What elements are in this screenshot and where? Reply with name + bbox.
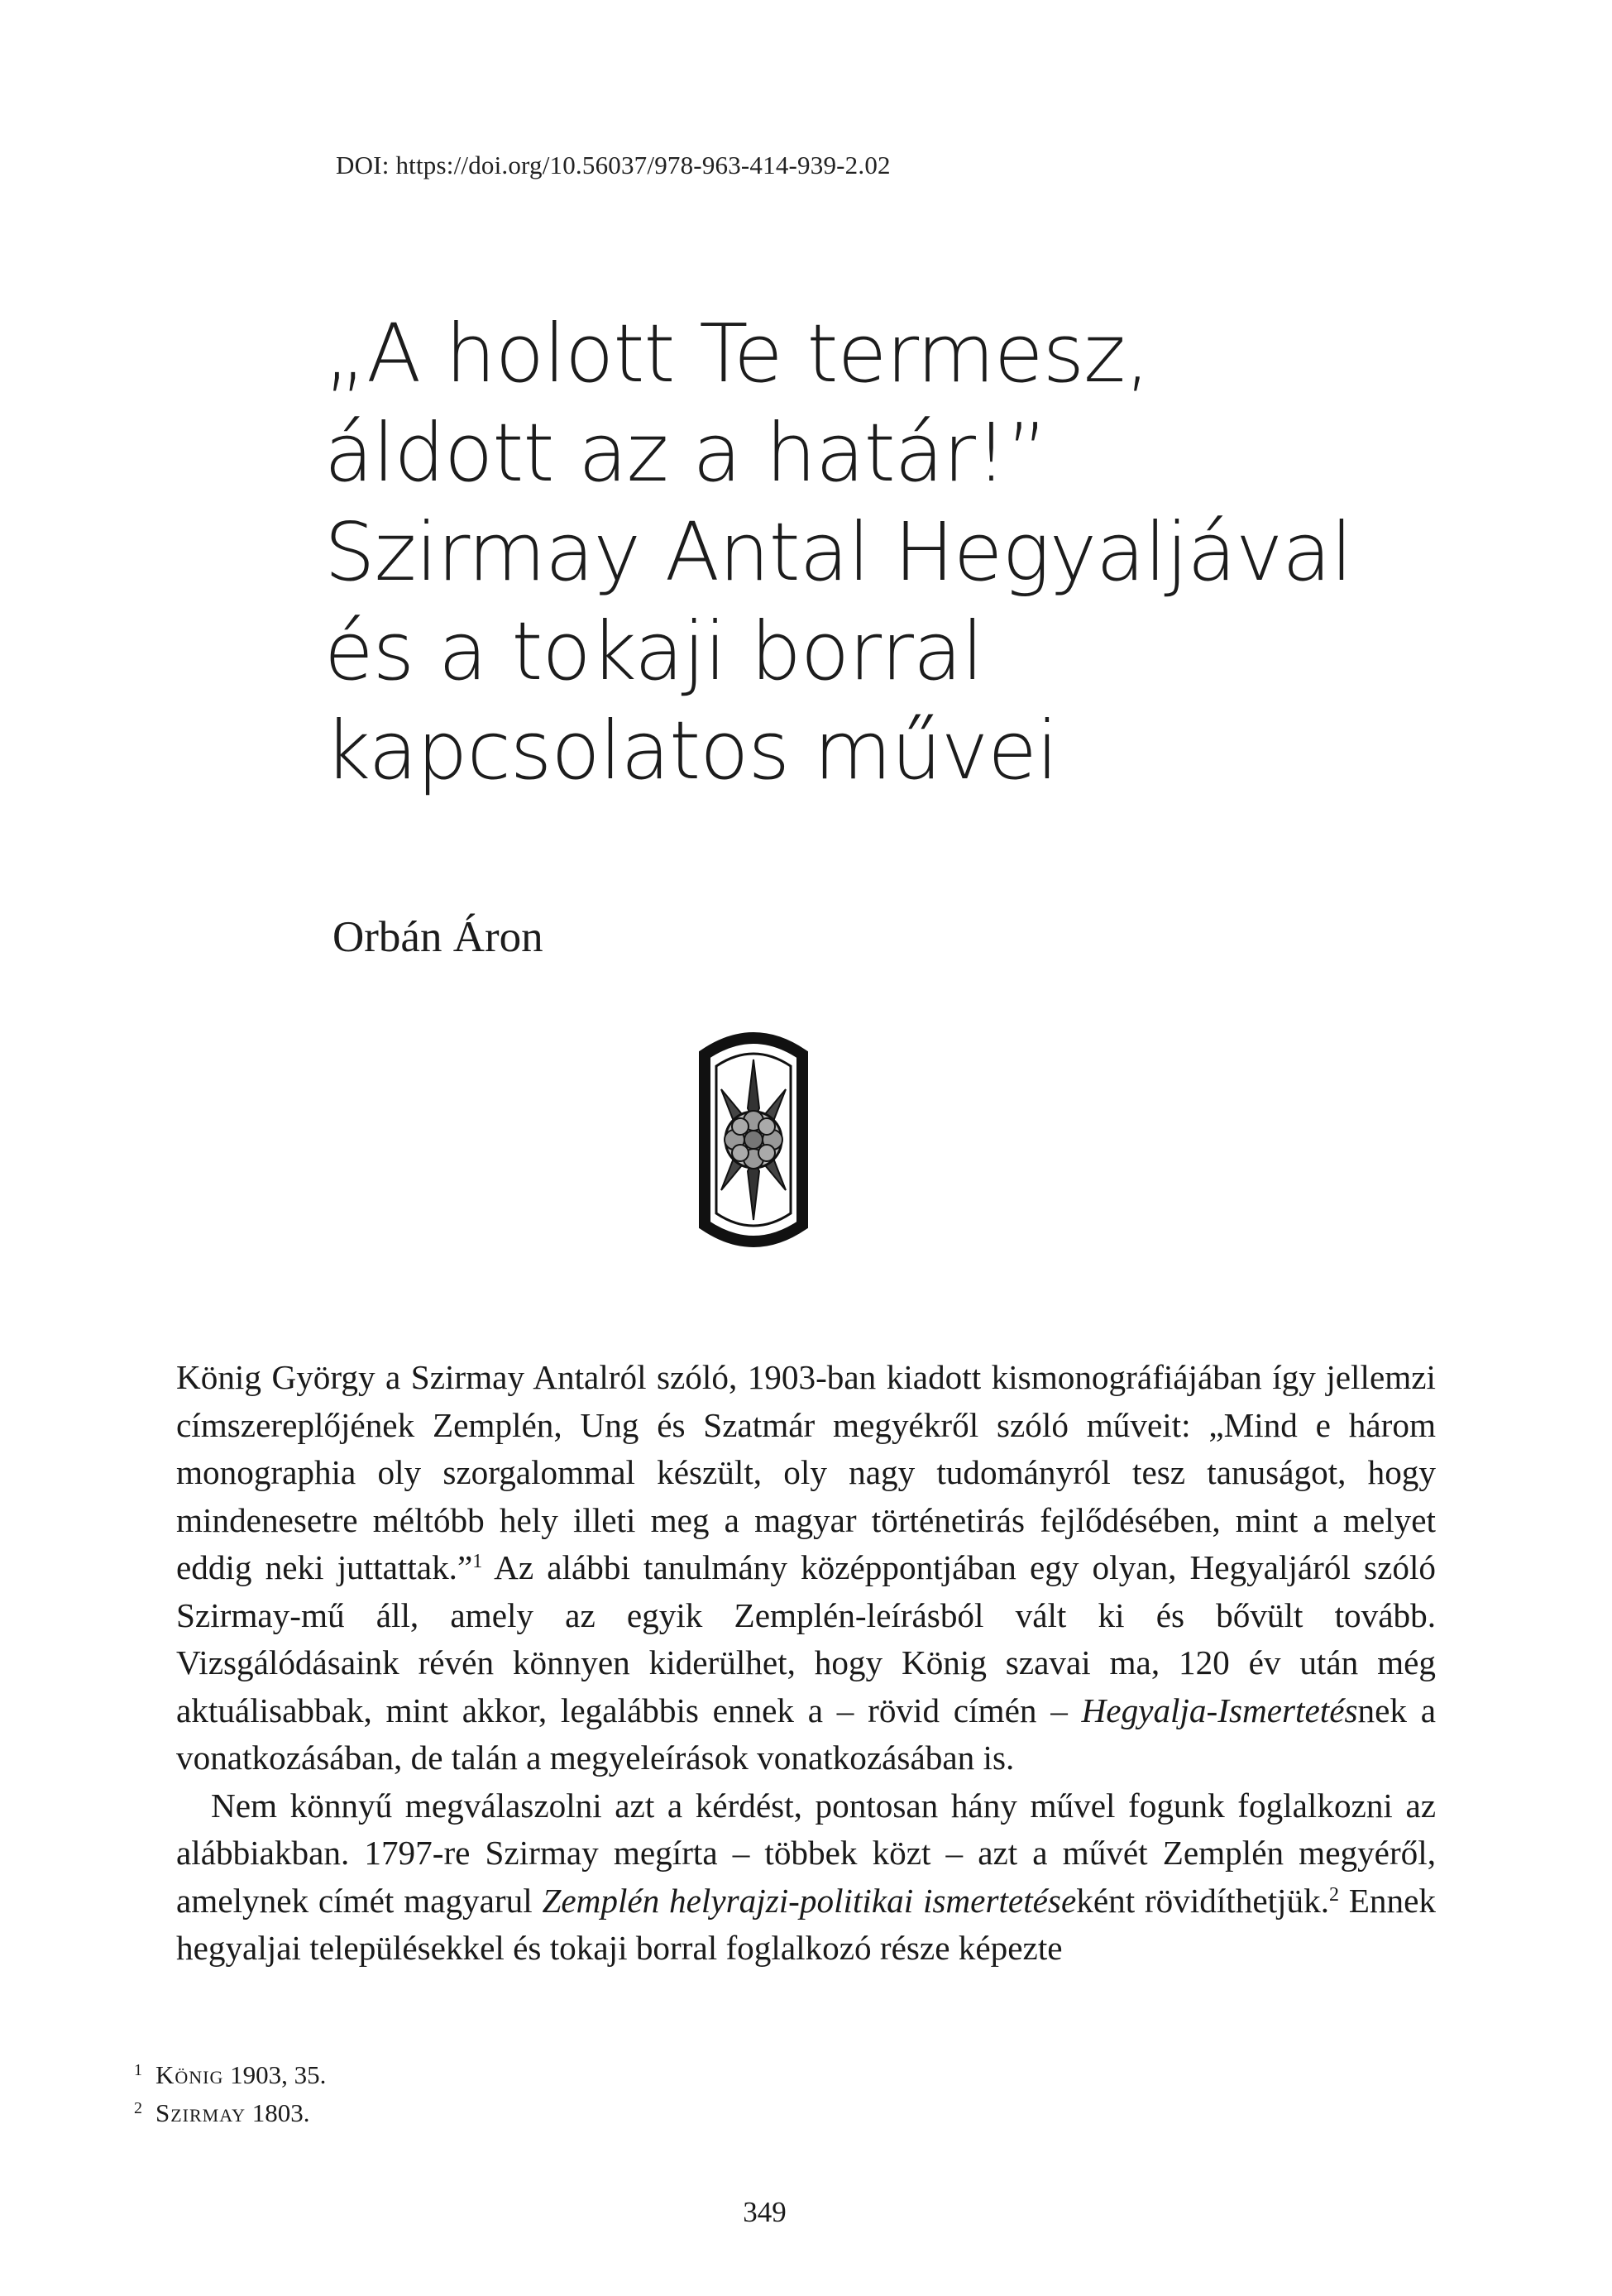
title-line-4: és a tokaji borral [324,605,983,698]
page-number: 349 [743,2196,787,2228]
footnote-2 [134,2092,326,2130]
footnote-number: 2 [134,2099,142,2117]
title-line-3: Szirmay Antal Hegyaljával [324,505,1352,599]
article-title [324,304,1399,801]
work-title-hegyalja: Hegyalja-Ismertetés [1081,1691,1358,1729]
footnote-author: König [155,2060,224,2089]
footnote-author: Szirmay [155,2098,246,2127]
footnote-number: 1 [134,2061,142,2079]
paragraph-1-text-b: Az alábbi tanulmány középpontjában egy olyan, Hegyaljáról szóló Szirmay-mű áll, amely az egyik Zemplén-leírásból vált ki és bővült tovább. Vizsgálódásaink révén könnyen kiderülhet, hogy König szavai ma, 120 év után még aktuálisabbak, mint akkor, legalábbis ennek a – rövid címén – [176,1548,1436,1729]
paragraph-2-text-a: Nem könnyű megválaszolni azt a kérdést, pontosan hány művel fogunk foglalkozni az alábbiakban. 1797-re Szirmay megírta – többek közt – azt a művét Zemplén megyéről, amelynek címét magyarul [176,1786,1436,1920]
title-line-1: „A holott Te termesz, [324,307,1150,400]
footnote-ref-2[interactable]: 2 [1329,1883,1339,1906]
title-line-5: kapcsolatos művei [324,704,1058,797]
paragraph-1-text-a: König György a Szirmay Antalról szóló, 1903-ban kiadott kismonográfiájában így jellemzi címszereplőjének Zemplén, Ung és Szatmár megyékről szóló műveit: „Mind e három monographia oly szorgalommal készült, oly nagy tudományról tesz tanuságot, hogy mindenesetre méltóbb hely illeti meg a magyar történetirás fejlődésében, mint a melyet eddig neki juttattak.” [176,1358,1436,1586]
footnote-1 [134,2054,326,2092]
paragraph-2-text-b: ként rövidíthetjük. [1076,1881,1329,1920]
author-name: Orbán Áron [332,913,543,961]
paragraph-2 [176,1782,1436,1973]
body-text [176,1354,1436,1973]
footnotes [134,2054,326,2130]
footnote-citation: 1903, 35. [223,2060,327,2089]
work-title-zemplen: Zemplén helyrajzi-politikai ismertetése [542,1881,1077,1920]
title-line-2: áldott az a határ!” [324,406,1048,500]
floral-cartouche-icon [688,1030,819,1250]
doi-line[interactable]: DOI: https://doi.org/10.56037/978-963-414-939-2.02 [336,151,891,179]
paragraph-2-text-c: Ennek hegyaljai településekkel és tokaji borral foglalkozó része képezte [176,1881,1436,1967]
paragraph-1 [176,1354,1436,1782]
paragraph-1-text-c: nek a vonatkozásában, de talán a megyeleírások vonatkozásában is. [176,1691,1437,1777]
footnote-citation: 1803. [246,2098,310,2127]
footnote-ref-1[interactable]: 1 [472,1551,483,1572]
